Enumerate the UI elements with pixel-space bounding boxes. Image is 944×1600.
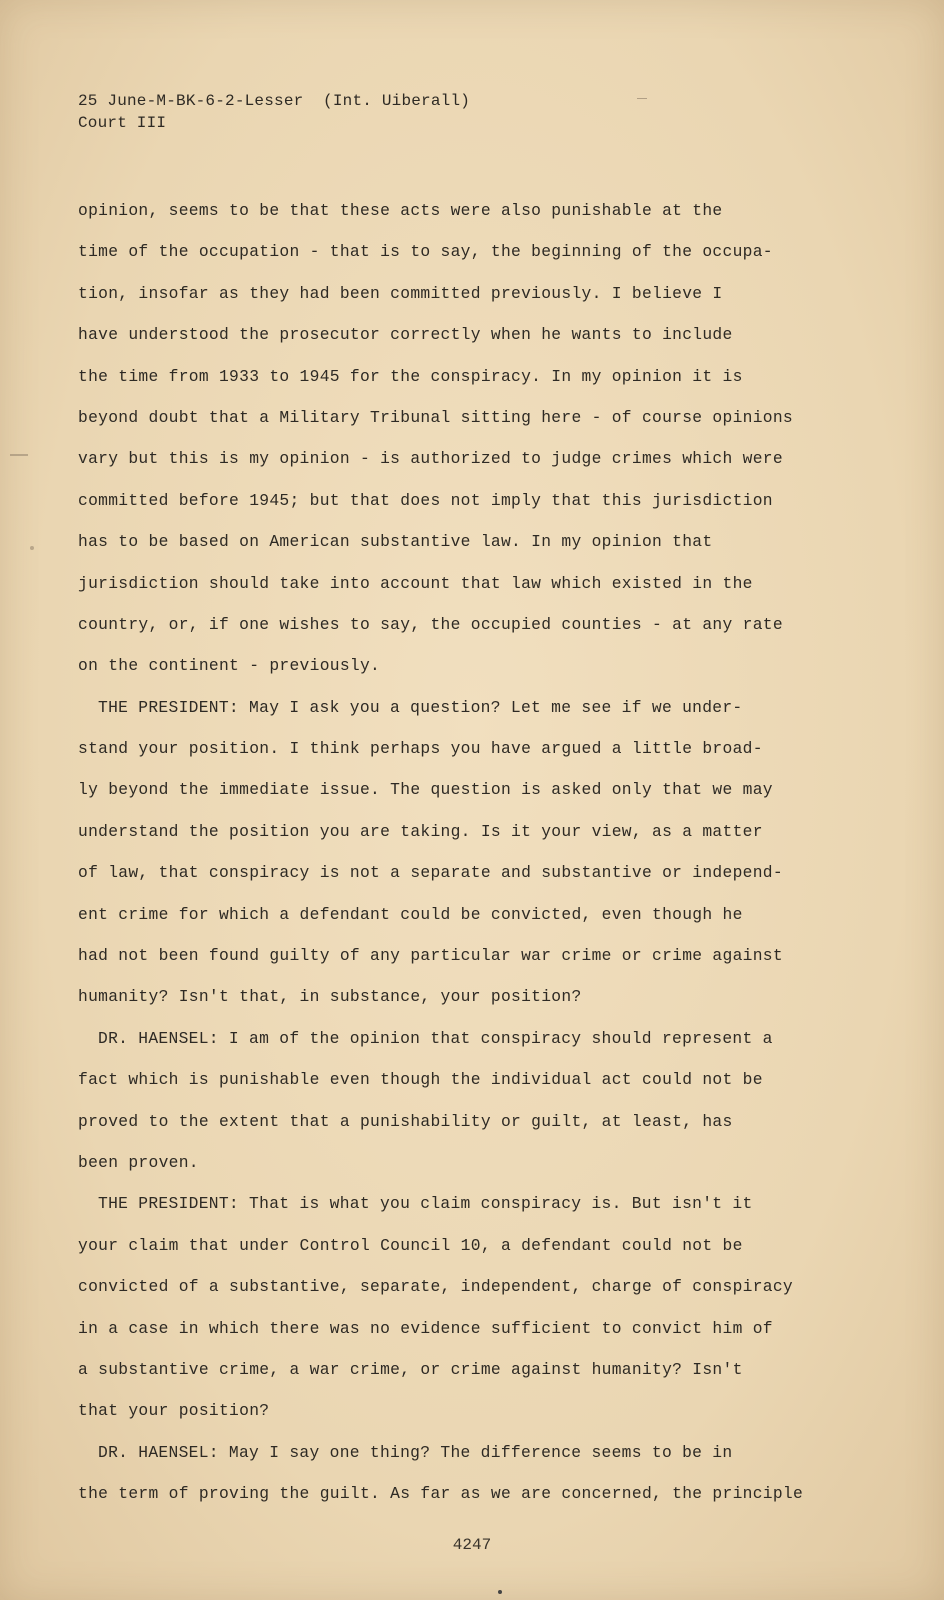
transcript-line: time of the occupation - that is to say, the beginning of the occupa-: [78, 242, 773, 262]
page-mark: [30, 546, 34, 550]
transcript-line: convicted of a substantive, separate, independent, charge of conspiracy: [78, 1277, 793, 1297]
transcript-line: has to be based on American substantive law. In my opinion that: [78, 532, 713, 552]
transcript-line: been proven.: [78, 1152, 199, 1172]
transcript-line: jurisdiction should take into account that law which existed in the: [78, 573, 753, 593]
transcript-line: your claim that under Control Council 10, a defendant could not be: [78, 1235, 743, 1255]
transcript-line: on the continent - previously.: [78, 656, 381, 676]
transcript-line: a substantive crime, a war crime, or crime against humanity? Isn't: [78, 1359, 743, 1379]
transcript-line: had not been found guilty of any particular war crime or crime against: [78, 946, 783, 966]
header-session-line: 25 June-M-BK-6-2-Lesser (Int. Uiberall): [78, 92, 471, 110]
transcript-line: proved to the extent that a punishability or guilt, at least, has: [78, 1111, 733, 1131]
transcript-line: ent crime for which a defendant could be convicted, even though he: [78, 904, 743, 924]
transcript-line: committed before 1945; but that does not imply that this jurisdiction: [78, 490, 773, 510]
transcript-line: the time from 1933 to 1945 for the conspiracy. In my opinion it is: [78, 366, 743, 386]
transcript-line: country, or, if one wishes to say, the occupied counties - at any rate: [78, 614, 783, 634]
transcript-line: DR. HAENSEL: May I say one thing? The difference seems to be in: [98, 1442, 733, 1462]
header-court-line: Court III: [78, 114, 167, 132]
transcript-line: ly beyond the immediate issue. The question is asked only that we may: [78, 780, 773, 800]
transcript-line: of law, that conspiracy is not a separate and substantive or independ-: [78, 863, 783, 883]
transcript-line: have understood the prosecutor correctly when he wants to include: [78, 325, 733, 345]
document-header: [78, 90, 470, 134]
transcript-line: fact which is punishable even though the individual act could not be: [78, 1070, 763, 1090]
transcript-line: vary but this is my opinion - is authorized to judge crimes which were: [78, 449, 783, 469]
page-mark: [637, 98, 647, 99]
transcript-line: opinion, seems to be that these acts were also punishable at the: [78, 201, 723, 220]
transcript-line: THE PRESIDENT: That is what you claim conspiracy is. But isn't it: [98, 1194, 753, 1214]
transcript-line: the term of proving the guilt. As far as we are concerned, the principle: [78, 1484, 804, 1504]
transcript-line: tion, insofar as they had been committed previously. I believe I: [78, 283, 723, 303]
transcript-line: understand the position you are taking. Is it your view, as a matter: [78, 821, 763, 841]
transcript-line: beyond doubt that a Military Tribunal sitting here - of course opinions: [78, 407, 793, 427]
transcript-line: DR. HAENSEL: I am of the opinion that conspiracy should represent a: [98, 1028, 773, 1048]
transcript-line: THE PRESIDENT: May I ask you a question? Let me see if we under-: [98, 697, 743, 717]
page-mark: [498, 1590, 502, 1594]
transcript-line: that your position?: [78, 1401, 270, 1421]
transcript-line: in a case in which there was no evidence sufficient to convict him of: [78, 1318, 773, 1338]
page-mark: [10, 454, 28, 456]
transcript-line: stand your position. I think perhaps you have argued a little broad-: [78, 739, 763, 759]
page-number: 4247: [452, 1536, 492, 1554]
transcript-line: humanity? Isn't that, in substance, your position?: [78, 987, 582, 1007]
transcript-body: [78, 190, 838, 1515]
